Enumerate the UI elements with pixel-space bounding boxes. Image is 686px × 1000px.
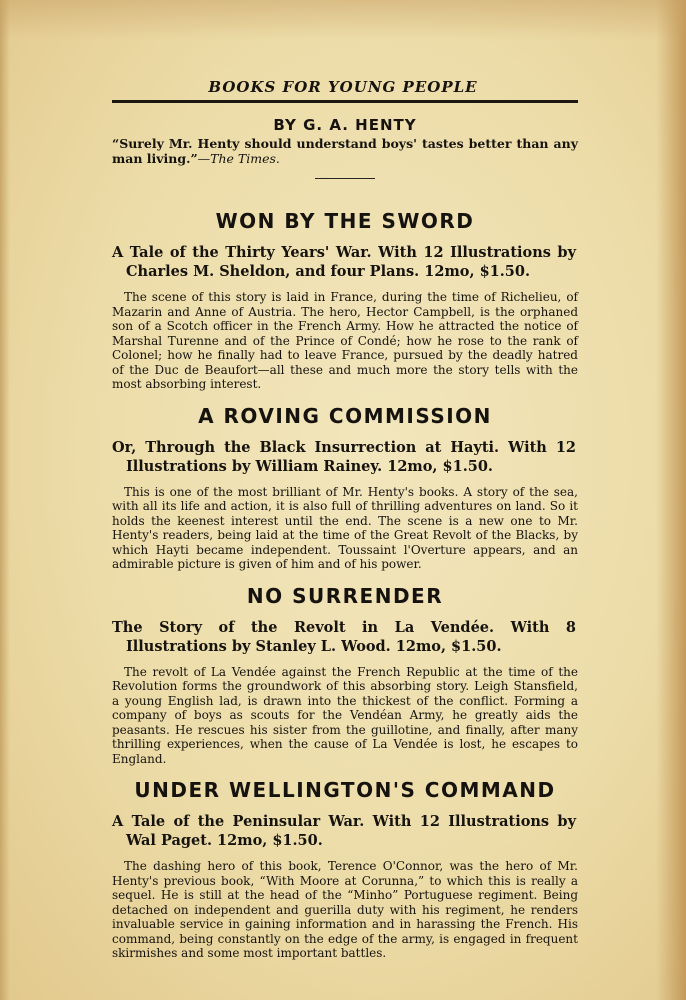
book-subtitle: Or, Through the Black Insurrection at Hayti. With 12 Illustrations by William Rainey. 12mo, $1.50.: [112, 438, 576, 475]
quote-text: “Surely Mr. Henty should understand boys' tastes better than any man living.”: [112, 136, 578, 166]
book-title: NO SURRENDER: [246, 583, 444, 608]
book-subtitle: A Tale of the Peninsular War. With 12 Illustrations by Wal Paget. 12mo, $1.50.: [112, 813, 576, 849]
page-edge-left: [0, 0, 10, 1000]
book-description: The scene of this story is laid in France, during the time of Richelieu, of Mazarin and Anne of Austria. The hero, Hector Campbell, is the orphaned son of a Scotch officer in the French Army. How he attracted the notice of Marshal Turenne and of the Prince of Condé; how he rose to the rank of Colonel; how he finally had to leave France, pursued by the deadly hatred of the Duc de Beaufort—all these and much more the story tells with the most absorbing interest.: [112, 290, 578, 391]
book-title: A ROVING COMMISSION: [198, 403, 492, 428]
book-subtitle: A Tale of the Thirty Years' War. With 12 Illustrations by Charles M. Sheldon, and four Plans. 12mo, $1.50.: [112, 244, 576, 280]
book-entry: [112, 209, 578, 392]
book-title: UNDER WELLINGTON'S COMMAND: [134, 778, 556, 802]
running-head: BOOKS FOR YOUNG PEOPLE: [208, 78, 478, 96]
review-quote: [112, 136, 578, 166]
book-description: The revolt of La Vendée against the French Republic at the time of the Revolution forms the groundwork of this absorbing story. Leigh Stansfield, a young English lad, is drawn into the thickest of the conflict. Forming a company of boys as scouts for the Vendéan Army, he greatly aids the peasants. He rescues his sister from the guillotine, and finally, after many thrilling experiences, when the cause of La Vendée is lost, he escapes to England.: [112, 664, 578, 766]
book-description: The dashing hero of this book, Terence O'Connor, was the hero of Mr. Henty's previous book, “With Moore at Corunna,” to which this is really a sequel. He is still at the head of the “Minho” Portuguese regiment. Being detached on independent and guerilla duty with his regiment, he renders invaluable service in gaining information and in harassing the French. His command, being constantly on the edge of the army, is engaged in frequent skirmishes and some most important battles.: [112, 859, 578, 960]
book-entry: [112, 584, 578, 767]
book-title: WON BY THE SWORD: [215, 209, 475, 233]
header-rule: [112, 100, 578, 103]
book-subtitle: The Story of the Revolt in La Vendée. With 8 Illustrations by Stanley L. Wood. 12mo, $1.50.: [112, 618, 576, 655]
book-entry: [112, 778, 578, 961]
book-description: This is one of the most brilliant of Mr. Henty's books. A story of the sea, with all its life and action, it is also full of thrilling adventures on land. So it holds the keenest interest until the end. The scene is a new one to Mr. Henty's readers, being laid at the time of the Great Revolt of the Blacks, by which Hayti became independent. Toussaint l'Overture appears, and an admirable picture is given of him and of his power.: [112, 484, 578, 571]
page-edge-top: [0, 0, 686, 40]
author-heading: BY G. A. HENTY: [273, 116, 417, 134]
content: [112, 116, 578, 961]
book-entry: [112, 404, 578, 572]
quote-attribution: —The Times.: [197, 151, 280, 166]
page-edge-right: [656, 0, 686, 1000]
